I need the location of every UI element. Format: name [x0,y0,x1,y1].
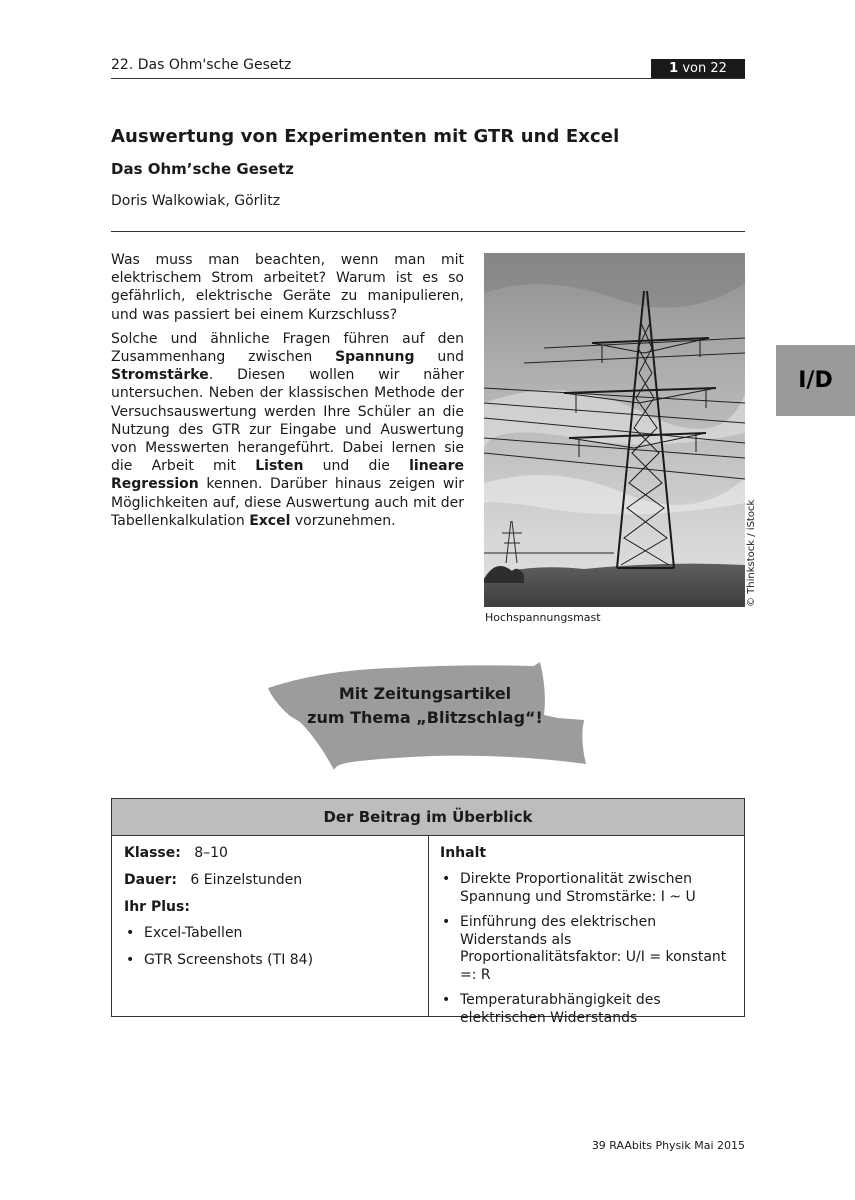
page-total: von 22 [682,61,727,76]
inhalt-label: Inhalt [440,845,487,861]
intro-paragraph-2: Solche und ähnliche Fragen führen auf den Zusammenhang zwischen Spannung und Stromstärke. Diesen wollen wir näher untersuchen. Neben der klassischen Methode der Versuchsauswertung werden Ihre Schüler an die Nutzung des GTR zur Eingabe und Auswertung von Messwerten herangeführt. Dabei lernen sie die Arbeit mit Listen und die lineare Regression kennen. Darüber hinaus zeigen wir Möglichkeiten auf, diese Auswertung auch mit der Tabellenkalkulation Excel vorzunehmen. [111,330,464,529]
plus-label: Ihr Plus: [124,899,190,915]
banner-line-1: Mit Zeitungsartikel [338,684,512,703]
overview-box [111,798,745,1026]
list-item: • Einführung des elektrischen Widerstands als Proportionalitätsfaktor: U/I = konstant =: R [440,914,733,984]
footer-issue: 39 RAAbits Physik Mai 2015 [591,1139,745,1152]
article-title: Auswertung von Experimenten mit GTR und Excel [111,126,620,147]
plus-list [124,925,416,969]
list-item: • GTR Screenshots (TI 84) [124,952,416,970]
list-item: • Temperaturabhängigkeit des elektrischen Widerstands [440,992,733,1027]
intro-paragraph-1: Was muss man beachten, wenn man mit elektrischem Strom arbeitet? Warum ist es so gefährlich, elektrische Geräte zu manipulieren, und was passiert bei einem Kurzschluss? [111,252,464,323]
article-author: Doris Walkowiak, Görlitz [111,193,281,209]
running-header-title: 22. Das Ohm'sche Gesetz [111,57,292,73]
photo-caption: Hochspannungsmast [485,611,601,624]
inhalt-list [440,871,733,1027]
intro-text [111,251,464,536]
overview-heading: Der Beitrag im Überblick [112,799,744,836]
overview-right-column [429,836,744,1026]
title-divider [111,231,745,232]
page-number-badge [651,59,745,79]
photo-credit: © Thinkstock / iStock [746,499,757,607]
klasse-row: Klasse: 8–10 [124,845,228,861]
page-current: 1 [669,61,679,76]
dauer-row: Dauer: 6 Einzelstunden [124,872,303,888]
overview-left-column [112,836,429,1016]
list-item: • Excel-Tabellen [124,925,416,943]
banner-line-2: zum Thema „Blitzschlag“! [307,708,543,727]
article-subtitle: Das Ohm’sche Gesetz [111,160,294,178]
list-item: • Direkte Proportionalität zwischen Spannung und Stromstärke: I ~ U [440,871,733,906]
newspaper-banner-text [262,682,588,730]
power-pylon-photo [484,253,745,607]
header-divider [111,78,745,79]
section-tab: I/D [776,345,855,416]
